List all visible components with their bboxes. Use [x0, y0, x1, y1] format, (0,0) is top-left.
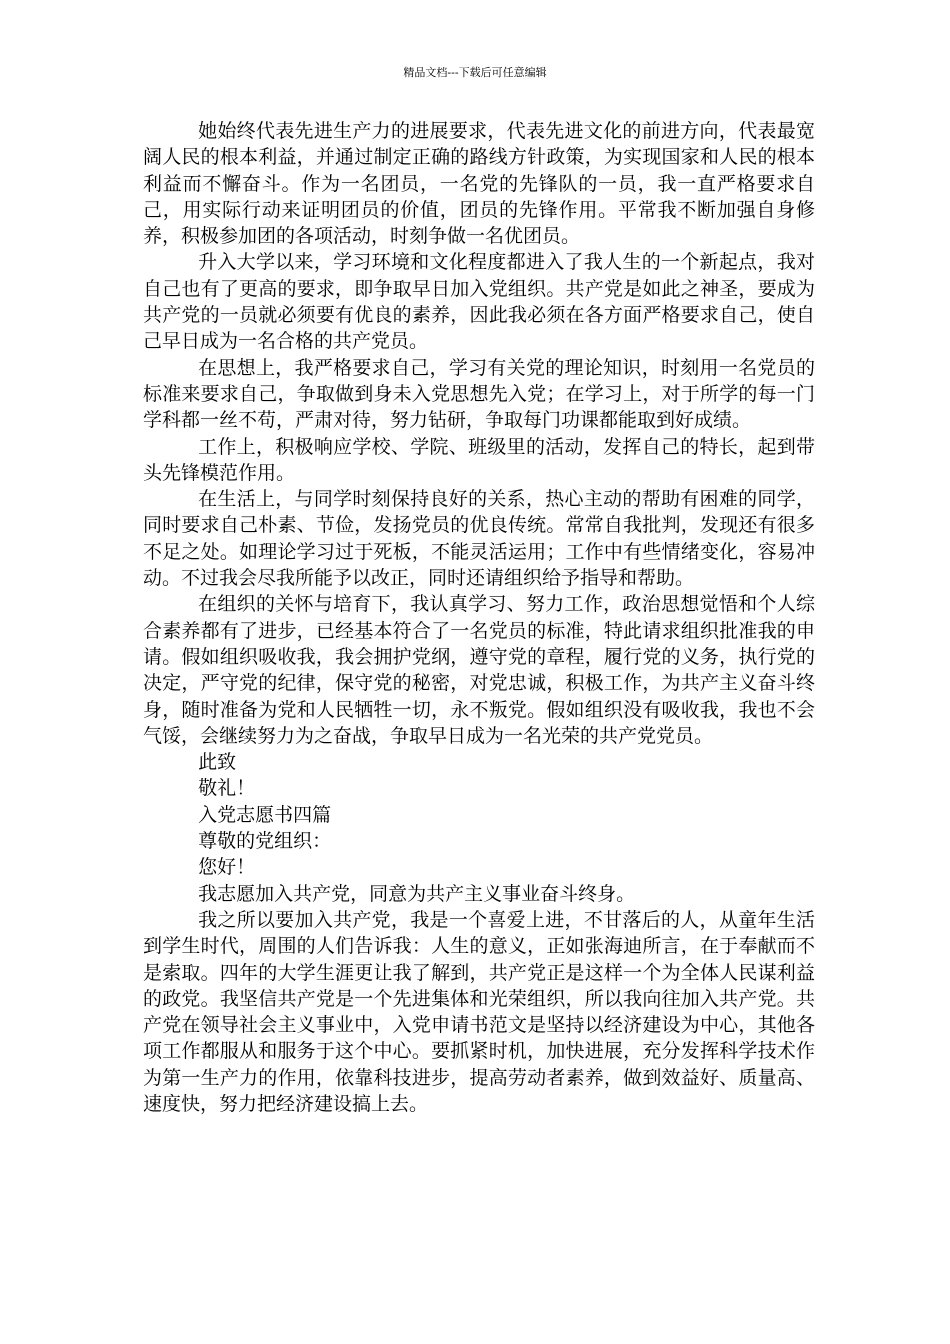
paragraph: 在组织的关怀与培育下，我认真学习、努力工作，政治思想觉悟和个人综合素养都有了进步，已经基本符合了一名党员的标准，特此请求组织批准我的申请。假如组织吸收我，我会拥护党纲，遵守党的章程，履行党的义务，执行党的决定，严守党的纪律，保守党的秘密，对党忠诚，积极工作，为共产主义奋斗终身，随时准备为党和人民牺牲一切，永不叛党。假如组织没有吸收我，我也不会气馁，会继续努力为之奋战，争取早日成为一名光荣的共产党党员。 — [143, 593, 815, 747]
paragraph: 我志愿加入共产党，同意为共产主义事业奋斗终身。 — [198, 882, 636, 905]
page-header: 精品文档---下载后可任意编辑 — [403, 66, 547, 79]
document-body — [143, 118, 815, 1117]
letter-hello: 您好！ — [198, 856, 256, 879]
closing-regards: 敬礼！ — [198, 777, 256, 800]
closing-salutation: 此致 — [198, 751, 237, 774]
paragraph: 在生活上，与同学时刻保持良好的关系，热心主动的帮助有困难的同学，同时要求自己朴素、节俭，发扬党员的优良传统。常常自我批判，发现还有很多不足之处。如理论学习过于死板，不能灵活运用；工作中有些情绪变化，容易冲动。不过我会尽我所能予以改正，同时还请组织给予指导和帮助。 — [143, 488, 815, 590]
paragraph: 工作上，积极响应学校、学院、班级里的活动，发挥自己的特长，起到带头先锋模范作用。 — [143, 435, 815, 484]
paragraph: 她始终代表先进生产力的进展要求，代表先进文化的前进方向，代表最宽阔人民的根本利益，并通过制定正确的路线方针政策，为实现国家和人民的根本利益而不懈奋斗。作为一名团员，一名党的先锋队的一员，我一直严格要求自己，用实际行动来证明团员的价值，团员的先锋作用。平常我不断加强自身修养，积极参加团的各项活动，时刻争做一名优团员。 — [143, 120, 815, 248]
paragraph: 在思想上，我严格要求自己，学习有关党的理论知识，时刻用一名党员的标准来要求自己，争取做到身未入党思想先入党；在学习上，对于所学的每一门学科都一丝不苟，严肃对待，努力钻研，争取每门功课都能取到好成绩。 — [143, 356, 815, 432]
paragraph: 我之所以要加入共产党，我是一个喜爱上进，不甘落后的人，从童年生活到学生时代，周围的人们告诉我：人生的意义，正如张海迪所言，在于奉献而不是索取。四年的大学生涯更让我了解到，共产党正是这样一个为全体人民谋利益的政党。我坚信共产党是一个先进集体和光荣组织，所以我向往加入共产党。共产党在领导社会主义事业中，入党申请书范文是坚持以经济建设为中心，其他各项工作都服从和服务于这个中心。要抓紧时机，加快进展，充分发挥科学技术作为第一生产力的作用，依靠科技进步，提高劳动者素养，做到效益好、质量高、速度快，努力把经济建设搞上去。 — [143, 908, 815, 1115]
paragraph: 升入大学以来，学习环境和文化程度都进入了我人生的一个新起点，我对自己也有了更高的要求，即争取早日加入党组织。共产党是如此之神圣，要成为共产党的一员就必须要有优良的素养，因此我必须在各方面严格要求自己，使自己早日成为一名合格的共产党员。 — [143, 251, 815, 353]
section-title: 入党志愿书四篇 — [198, 803, 332, 826]
letter-greeting: 尊敬的党组织： — [198, 830, 332, 853]
